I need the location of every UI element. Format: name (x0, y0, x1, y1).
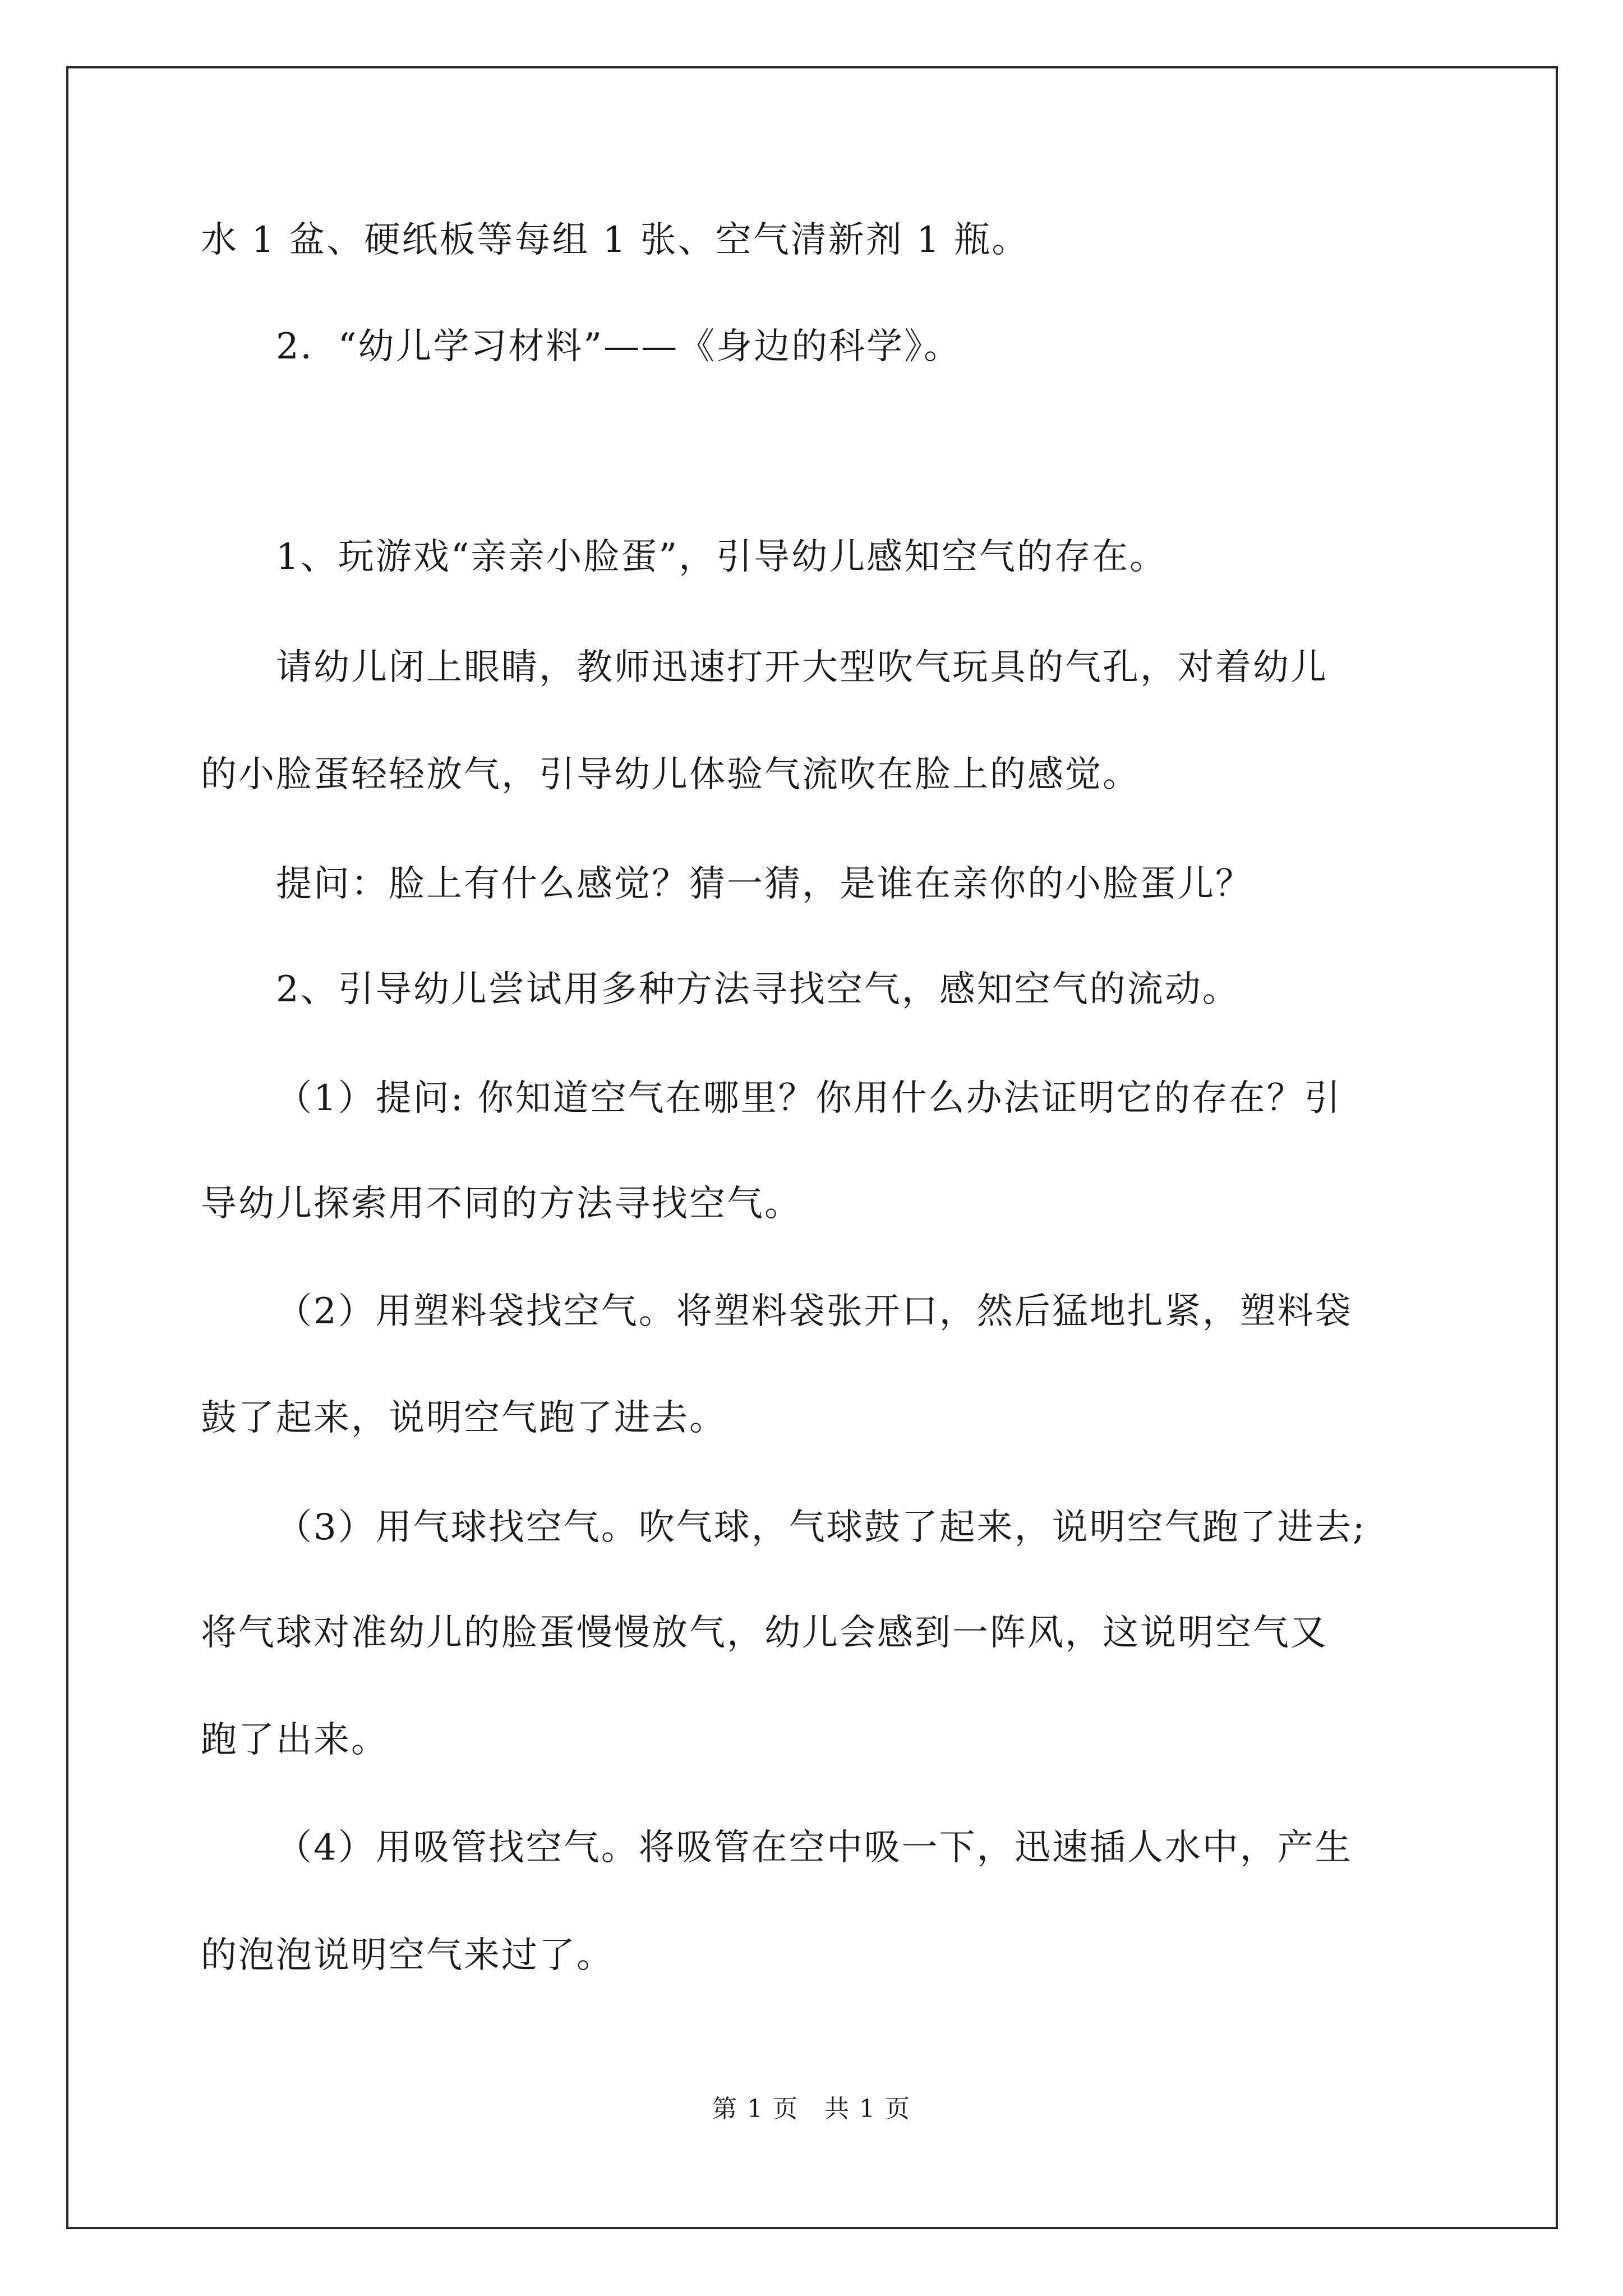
text-line-3: 1、玩游戏“亲亲小脸蛋”，引导幼儿感知空气的存在。 (276, 536, 1168, 578)
text-line-12: （3）用气球找空气。吹气球，气球鼓了起来，说明空气跑了进去; (276, 1507, 1367, 1548)
page-border (66, 66, 1558, 2229)
text-line-5: 的小脸蛋轻轻放气，引导幼儿体验气流吹在脸上的感觉。 (201, 754, 1140, 795)
text-line-8: （1）提问: 你知道空气在哪里？你用什么办法证明它的存在？引 (276, 1078, 1342, 1119)
page-number-footer: 第 1 页 共 1 页 (712, 2095, 911, 2123)
text-line-4: 请幼儿闭上眼睛，教师迅速打开大型吹气玩具的气孔，对着幼儿 (276, 647, 1328, 688)
text-line-7: 2、引导幼儿尝试用多种方法寻找空气，感知空气的流动。 (276, 969, 1240, 1010)
text-line-6: 提问：脸上有什么感觉？猜一猜，是谁在亲你的小脸蛋儿？ (276, 863, 1253, 905)
text-line-2: 2．“幼儿学习材料”——《身边的科学》。 (276, 326, 962, 367)
text-line-13: 将气球对准幼儿的脸蛋慢慢放气，幼儿会感到一阵风，这说明空气又 (201, 1612, 1328, 1654)
text-line-1: 水 1 盆、硬纸板等每组 1 张、空气清新剂 1 瓶。 (201, 219, 1030, 261)
text-line-9: 导幼儿探索用不同的方法寻找空气。 (201, 1183, 802, 1225)
text-line-11: 鼓了起来，说明空气跑了进去。 (201, 1397, 727, 1439)
text-line-10: （2）用塑料袋找空气。将塑料袋张开口，然后猛地扎紧，塑料袋 (276, 1291, 1353, 1332)
text-line-16: 的泡泡说明空气来过了。 (201, 1935, 614, 1976)
text-line-15: （4）用吸管找空气。将吸管在空中吸一下，迅速插人水中，产生 (276, 1827, 1353, 1869)
text-line-14: 跑了出来。 (201, 1719, 389, 1761)
